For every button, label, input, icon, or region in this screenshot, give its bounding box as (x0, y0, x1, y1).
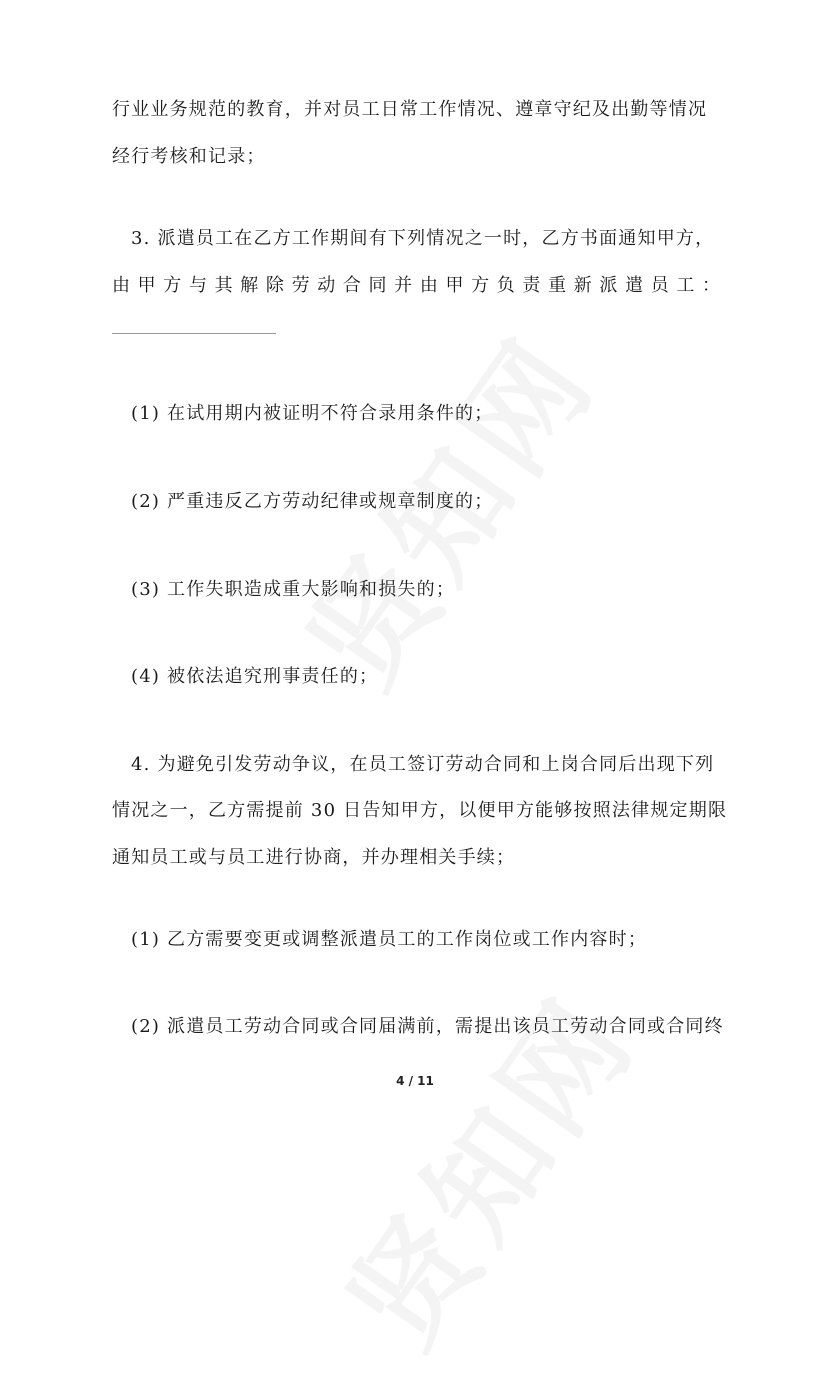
paragraph-line: 经行考核和记录； (112, 146, 266, 167)
paragraph-line: 情况之一，乙方需提前 30 日告知甲方，以便甲方能够按照法律规定期限 (112, 800, 728, 821)
list-item: (1) 在试用期内被证明不符合录用条件的； (131, 403, 494, 424)
paragraph-line: 4. 为避免引发劳动争议，在员工签订劳动合同和上岗合同后出现下列 (131, 754, 715, 775)
paragraph-line: 由甲方与其解除劳动合同并由甲方负责重新派遣员工： (112, 275, 720, 296)
list-item: (2) 派遣员工劳动合同或合同届满前，需提出该员工劳动合同或合同终 (131, 1016, 724, 1037)
paragraph-line: 3. 派遣员工在乙方工作期间有下列情况之一时，乙方书面通知甲方， (131, 228, 715, 249)
page-number: 4 / 11 (396, 1074, 434, 1088)
list-item: (3) 工作失职造成重大影响和损失的； (131, 579, 456, 600)
paragraph-line: 通知员工或与员工进行协商，并办理相关手续； (112, 847, 516, 868)
paragraph-line: 行业业务规范的教育，并对员工日常工作情况、遵章守纪及出勤等情况 (112, 99, 708, 120)
list-item: (2) 严重违反乙方劳动纪律或规章制度的； (131, 491, 494, 512)
list-item: (1) 乙方需要变更或调整派遣员工的工作岗位或工作内容时； (131, 929, 648, 950)
fill-in-blank-line (112, 333, 276, 334)
list-item: (4) 被依法追究刑事责任的； (131, 666, 379, 687)
